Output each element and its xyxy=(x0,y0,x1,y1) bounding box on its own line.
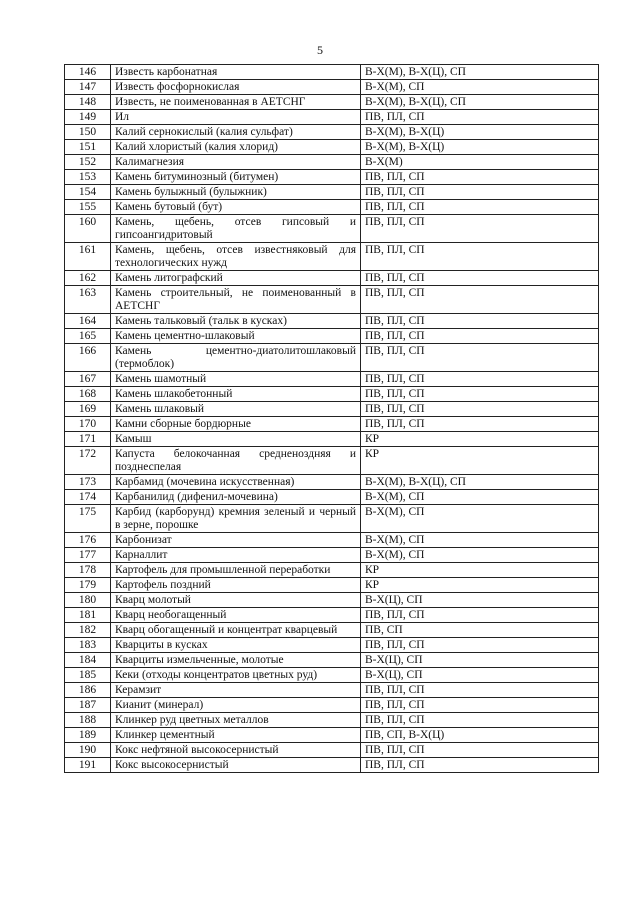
transport-code-cell: ПВ, ПЛ, СП xyxy=(361,110,599,125)
row-number-cell: 181 xyxy=(65,608,111,623)
row-number-cell: 165 xyxy=(65,329,111,344)
row-number-cell: 155 xyxy=(65,200,111,215)
cargo-name-cell: Камни сборные бордюрные xyxy=(111,417,361,432)
table-row xyxy=(65,638,599,653)
transport-code-cell: В-Х(М), СП xyxy=(361,80,599,95)
table-row xyxy=(65,713,599,728)
row-number-cell: 167 xyxy=(65,372,111,387)
transport-code-cell: В-Х(М), СП xyxy=(361,548,599,563)
transport-code-cell: ПВ, ПЛ, СП xyxy=(361,372,599,387)
transport-code-cell: В-Х(Ц), СП xyxy=(361,593,599,608)
transport-code-cell: ПВ, ПЛ, СП xyxy=(361,215,599,243)
cargo-classification-table xyxy=(64,64,599,773)
cargo-name-cell: Камыш xyxy=(111,432,361,447)
table-row xyxy=(65,185,599,200)
row-number-cell: 169 xyxy=(65,402,111,417)
transport-code-cell: ПВ, ПЛ, СП xyxy=(361,638,599,653)
table-row xyxy=(65,271,599,286)
cargo-name-cell: Кварц необогащенный xyxy=(111,608,361,623)
table-row xyxy=(65,170,599,185)
table-row xyxy=(65,155,599,170)
cargo-name-cell: Кианит (минерал) xyxy=(111,698,361,713)
cargo-name-cell: Керамзит xyxy=(111,683,361,698)
table-row xyxy=(65,329,599,344)
row-number-cell: 146 xyxy=(65,65,111,80)
transport-code-cell: ПВ, ПЛ, СП xyxy=(361,743,599,758)
table-row xyxy=(65,490,599,505)
row-number-cell: 162 xyxy=(65,271,111,286)
table-row xyxy=(65,344,599,372)
table-row xyxy=(65,533,599,548)
transport-code-cell: ПВ, ПЛ, СП xyxy=(361,608,599,623)
row-number-cell: 149 xyxy=(65,110,111,125)
row-number-cell: 186 xyxy=(65,683,111,698)
cargo-name-cell: Камень бутовый (бут) xyxy=(111,200,361,215)
table-row xyxy=(65,65,599,80)
table-row xyxy=(65,95,599,110)
row-number-cell: 177 xyxy=(65,548,111,563)
table-row xyxy=(65,402,599,417)
table-row xyxy=(65,475,599,490)
table-body xyxy=(65,65,599,773)
table-row xyxy=(65,623,599,638)
cargo-name-cell: Карбид (карборунд) кремния зеленый и черный в зерне, порошке xyxy=(111,505,361,533)
table-row xyxy=(65,505,599,533)
table-row xyxy=(65,80,599,95)
transport-code-cell: ПВ, ПЛ, СП xyxy=(361,344,599,372)
table-row xyxy=(65,432,599,447)
cargo-name-cell: Камень цементно-диатолитошлаковый (термоблок) xyxy=(111,344,361,372)
row-number-cell: 178 xyxy=(65,563,111,578)
cargo-name-cell: Картофель поздний xyxy=(111,578,361,593)
transport-code-cell: ПВ, ПЛ, СП xyxy=(361,286,599,314)
cargo-name-cell: Кокс нефтяной высокосернистый xyxy=(111,743,361,758)
transport-code-cell: В-Х(М) xyxy=(361,155,599,170)
table-row xyxy=(65,668,599,683)
table-row xyxy=(65,200,599,215)
transport-code-cell: КР xyxy=(361,563,599,578)
row-number-cell: 153 xyxy=(65,170,111,185)
table-row xyxy=(65,593,599,608)
cargo-name-cell: Кварциты измельченные, молотые xyxy=(111,653,361,668)
transport-code-cell: В-Х(М), В-Х(Ц), СП xyxy=(361,65,599,80)
row-number-cell: 175 xyxy=(65,505,111,533)
cargo-name-cell: Калимагнезия xyxy=(111,155,361,170)
cargo-name-cell: Камень шлакобетонный xyxy=(111,387,361,402)
table-row xyxy=(65,698,599,713)
cargo-name-cell: Известь, не поименованная в АЕТСНГ xyxy=(111,95,361,110)
row-number-cell: 184 xyxy=(65,653,111,668)
row-number-cell: 191 xyxy=(65,758,111,773)
row-number-cell: 164 xyxy=(65,314,111,329)
page-number: 5 xyxy=(317,43,323,57)
transport-code-cell: ПВ, ПЛ, СП xyxy=(361,271,599,286)
cargo-name-cell: Кварц молотый xyxy=(111,593,361,608)
row-number-cell: 173 xyxy=(65,475,111,490)
cargo-name-cell: Калий хлористый (калия хлорид) xyxy=(111,140,361,155)
cargo-name-cell: Камень, щебень, отсев известняковый для технологических нужд xyxy=(111,243,361,271)
transport-code-cell: ПВ, ПЛ, СП xyxy=(361,387,599,402)
cargo-name-cell: Кварциты в кусках xyxy=(111,638,361,653)
row-number-cell: 147 xyxy=(65,80,111,95)
transport-code-cell: ПВ, ПЛ, СП xyxy=(361,185,599,200)
row-number-cell: 182 xyxy=(65,623,111,638)
transport-code-cell: ПВ, ПЛ, СП xyxy=(361,713,599,728)
transport-code-cell: В-Х(М), В-Х(Ц) xyxy=(361,140,599,155)
row-number-cell: 151 xyxy=(65,140,111,155)
table-row xyxy=(65,578,599,593)
cargo-name-cell: Камень шлаковый xyxy=(111,402,361,417)
transport-code-cell: ПВ, ПЛ, СП xyxy=(361,417,599,432)
cargo-name-cell: Известь карбонатная xyxy=(111,65,361,80)
transport-code-cell: КР xyxy=(361,578,599,593)
row-number-cell: 161 xyxy=(65,243,111,271)
table-row xyxy=(65,286,599,314)
cargo-name-cell: Камень тальковый (тальк в кусках) xyxy=(111,314,361,329)
cargo-name-cell: Карбанилид (дифенил-мочевина) xyxy=(111,490,361,505)
row-number-cell: 190 xyxy=(65,743,111,758)
table-row xyxy=(65,548,599,563)
row-number-cell: 163 xyxy=(65,286,111,314)
transport-code-cell: В-Х(Ц), СП xyxy=(361,668,599,683)
cargo-name-cell: Карбамид (мочевина искусственная) xyxy=(111,475,361,490)
cargo-name-cell: Кокс высокосернистый xyxy=(111,758,361,773)
cargo-name-cell: Камень строительный, не поименованный в АЕТСНГ xyxy=(111,286,361,314)
transport-code-cell: ПВ, ПЛ, СП xyxy=(361,170,599,185)
table-row xyxy=(65,608,599,623)
row-number-cell: 187 xyxy=(65,698,111,713)
cargo-name-cell: Камень литографский xyxy=(111,271,361,286)
cargo-name-cell: Клинкер цементный xyxy=(111,728,361,743)
transport-code-cell: ПВ, ПЛ, СП xyxy=(361,314,599,329)
table-row xyxy=(65,125,599,140)
transport-code-cell: ПВ, ПЛ, СП xyxy=(361,329,599,344)
cargo-name-cell: Карбонизат xyxy=(111,533,361,548)
cargo-name-cell: Клинкер руд цветных металлов xyxy=(111,713,361,728)
row-number-cell: 172 xyxy=(65,447,111,475)
transport-code-cell: КР xyxy=(361,447,599,475)
table-row xyxy=(65,314,599,329)
transport-code-cell: ПВ, ПЛ, СП xyxy=(361,683,599,698)
row-number-cell: 166 xyxy=(65,344,111,372)
cargo-name-cell: Камень булыжный (булыжник) xyxy=(111,185,361,200)
row-number-cell: 189 xyxy=(65,728,111,743)
cargo-name-cell: Камень цементно-шлаковый xyxy=(111,329,361,344)
transport-code-cell: В-Х(М), СП xyxy=(361,505,599,533)
row-number-cell: 174 xyxy=(65,490,111,505)
row-number-cell: 183 xyxy=(65,638,111,653)
cargo-name-cell: Известь фосфорнокислая xyxy=(111,80,361,95)
transport-code-cell: В-Х(М), СП xyxy=(361,490,599,505)
row-number-cell: 148 xyxy=(65,95,111,110)
cargo-name-cell: Капуста белокочанная средненоздняя и позднеспелая xyxy=(111,447,361,475)
row-number-cell: 154 xyxy=(65,185,111,200)
row-number-cell: 171 xyxy=(65,432,111,447)
transport-code-cell: ПВ, СП xyxy=(361,623,599,638)
transport-code-cell: ПВ, ПЛ, СП xyxy=(361,243,599,271)
table-row xyxy=(65,387,599,402)
row-number-cell: 179 xyxy=(65,578,111,593)
transport-code-cell: ПВ, ПЛ, СП xyxy=(361,698,599,713)
row-number-cell: 185 xyxy=(65,668,111,683)
table-row xyxy=(65,447,599,475)
table-row xyxy=(65,728,599,743)
table-row xyxy=(65,372,599,387)
transport-code-cell: В-Х(М), СП xyxy=(361,533,599,548)
transport-code-cell: В-Х(Ц), СП xyxy=(361,653,599,668)
transport-code-cell: В-Х(М), В-Х(Ц), СП xyxy=(361,95,599,110)
table-row xyxy=(65,140,599,155)
cargo-name-cell: Кеки (отходы концентратов цветных руд) xyxy=(111,668,361,683)
transport-code-cell: ПВ, ПЛ, СП xyxy=(361,758,599,773)
cargo-name-cell: Картофель для промышленной переработки xyxy=(111,563,361,578)
transport-code-cell: ПВ, ПЛ, СП xyxy=(361,200,599,215)
table-row xyxy=(65,215,599,243)
table-row xyxy=(65,653,599,668)
table-row xyxy=(65,243,599,271)
table-row xyxy=(65,683,599,698)
cargo-name-cell: Карналлит xyxy=(111,548,361,563)
cargo-name-cell: Ил xyxy=(111,110,361,125)
transport-code-cell: ПВ, ПЛ, СП xyxy=(361,402,599,417)
row-number-cell: 168 xyxy=(65,387,111,402)
row-number-cell: 176 xyxy=(65,533,111,548)
cargo-name-cell: Камень битуминозный (битумен) xyxy=(111,170,361,185)
row-number-cell: 150 xyxy=(65,125,111,140)
table-row xyxy=(65,743,599,758)
transport-code-cell: КР xyxy=(361,432,599,447)
row-number-cell: 170 xyxy=(65,417,111,432)
table-row xyxy=(65,110,599,125)
table-row xyxy=(65,563,599,578)
transport-code-cell: В-Х(М), В-Х(Ц), СП xyxy=(361,475,599,490)
row-number-cell: 180 xyxy=(65,593,111,608)
cargo-name-cell: Камень шамотный xyxy=(111,372,361,387)
table-row xyxy=(65,758,599,773)
cargo-name-cell: Кварц обогащенный и концентрат кварцевый xyxy=(111,623,361,638)
transport-code-cell: В-Х(М), В-Х(Ц) xyxy=(361,125,599,140)
transport-code-cell: ПВ, СП, В-Х(Ц) xyxy=(361,728,599,743)
row-number-cell: 160 xyxy=(65,215,111,243)
row-number-cell: 152 xyxy=(65,155,111,170)
cargo-name-cell: Калий сернокислый (калия сульфат) xyxy=(111,125,361,140)
row-number-cell: 188 xyxy=(65,713,111,728)
table-row xyxy=(65,417,599,432)
cargo-name-cell: Камень, щебень, отсев гипсовый и гипсоангидритовый xyxy=(111,215,361,243)
